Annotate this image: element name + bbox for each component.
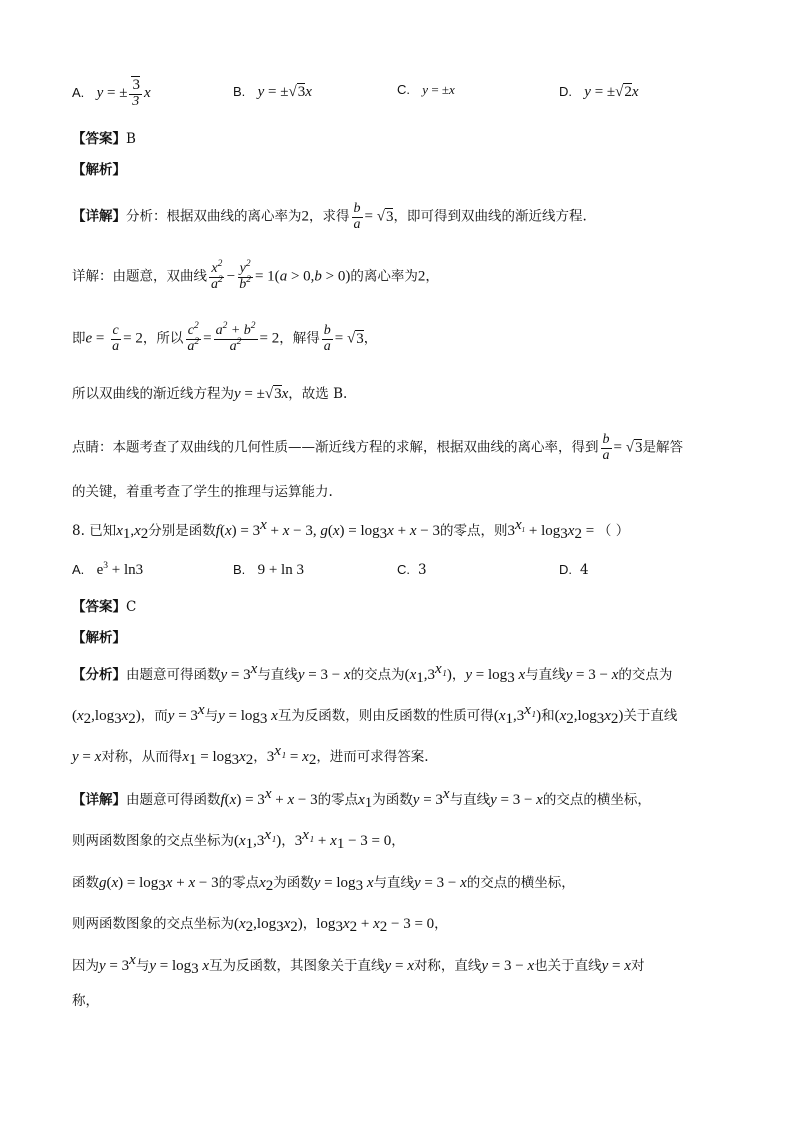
q8-answer: 【答案】C	[72, 599, 137, 615]
q8-option-d: D. 4	[559, 562, 589, 578]
q8-detail-line-6: 称，	[72, 993, 99, 1009]
q8-stem: 8. 已知$x_1,x_2$分别是函数$f(x) = 3^x + x - 3$, $g(x) = \log_3x + x - 3$的零点，则$3^{x_1} + \log_3x_2$ = （ ）	[72, 517, 630, 542]
q8-detail-line-1: 【详解】由题意可得函数$f(x) = 3^x + x - 3$的零点$x_1$为函数$y = 3^x$与直线y = 3 − x的交点的横坐标，	[72, 786, 651, 811]
q8-analysis-heading: 【解析】	[72, 630, 126, 646]
q7-option-c: C. y = ±x	[397, 82, 455, 97]
q8-detail-line-4: 则两函数图象的交点坐标为$(x_2,\log_3x_2)$，$\log_3x_2 + x_2 - 3 = 0$，	[72, 916, 448, 935]
q8-option-b: B. 9 + ln 3	[233, 562, 304, 578]
q7-option-b: B. y = ±√3x	[233, 84, 312, 100]
q8-detail-line-3: 函数$g(x) = \log_3x + x - 3$的零点$x_2$为函数$y = \log_3 x$与直线y = 3 − x的交点的横坐标，	[72, 875, 575, 894]
q8-option-a: A. $e^3 + \ln 3$	[72, 561, 144, 578]
q7-comment-line-2: 的关键，着重考查了学生的推理与运算能力.	[72, 484, 333, 500]
q7-answer: 【答案】B	[72, 131, 136, 147]
q7-option-a: A. y = ± $\frac{3}{3}$ x	[72, 77, 151, 109]
q8-fenxi-line-1: 【分析】由题意可得函数$y = 3^x$与直线y = 3 − x的交点为$(x_1,3^{x_1})$，$y = \log_3 x$与直线y = 3 − x的交点为	[72, 661, 673, 686]
q7-detail-line-1: 【详解】分析：根据双曲线的离心率为2，求得 $\frac{b}{a}$ = √3，即可得到双曲线的渐近线方程.	[72, 201, 587, 232]
q8-option-c: C. 3	[397, 562, 427, 578]
q8-fenxi-line-3: y = x对称，从而得$x_1 = \log_3x_2$，$3^{x_1} = x_2$，进而可求得答案.	[72, 743, 429, 768]
q7-detail-line-2: 详解：由题意，双曲线 $\frac{x^2}{a^2}$ − $\frac{y^2}{b^2}$ = 1(a > 0,b > 0)的离心率为2，	[72, 259, 439, 292]
q8-detail-line-5: 因为$y = 3^x$与$y = \log_3 x$互为反函数，其图象关于直线y = x对称，直线y = 3 − x也关于直线y = x对	[72, 952, 645, 977]
q7-comment-line-1: 点睛：本题考查了双曲线的几何性质——渐近线方程的求解，根据双曲线的离心率，得到 $\frac{b}{a}$ = √3是解答	[72, 432, 683, 463]
q7-detail-line-4: 所以双曲线的渐近线方程为y = ±√3x，故选 B.	[72, 386, 348, 402]
q8-fenxi-line-2: $(x_2,\log_3x_2)$，而$y = 3^x$与$y = \log_3 x$互为反函数，则由反函数的性质可得$(x_1,3^{x_1})$和$(x_2,\log_3x_2)$关于直线	[72, 702, 678, 727]
q7-analysis-heading: 【解析】	[72, 162, 126, 178]
q8-detail-line-2: 则两函数图象的交点坐标为$(x_1,3^{x_1})$，$3^{x_1} + x_1 - 3 = 0$，	[72, 827, 405, 852]
q7-option-d: D. y = ±√2x	[559, 84, 639, 100]
q7-detail-line-3: 即e = $\frac{c}{a}$ = 2，所以 $\frac{c^2}{a^2}$ = $\frac{a^2 + b^2}{a^2}$ = 2，解得 $\frac{b}{a}$ = √3，	[72, 321, 378, 354]
